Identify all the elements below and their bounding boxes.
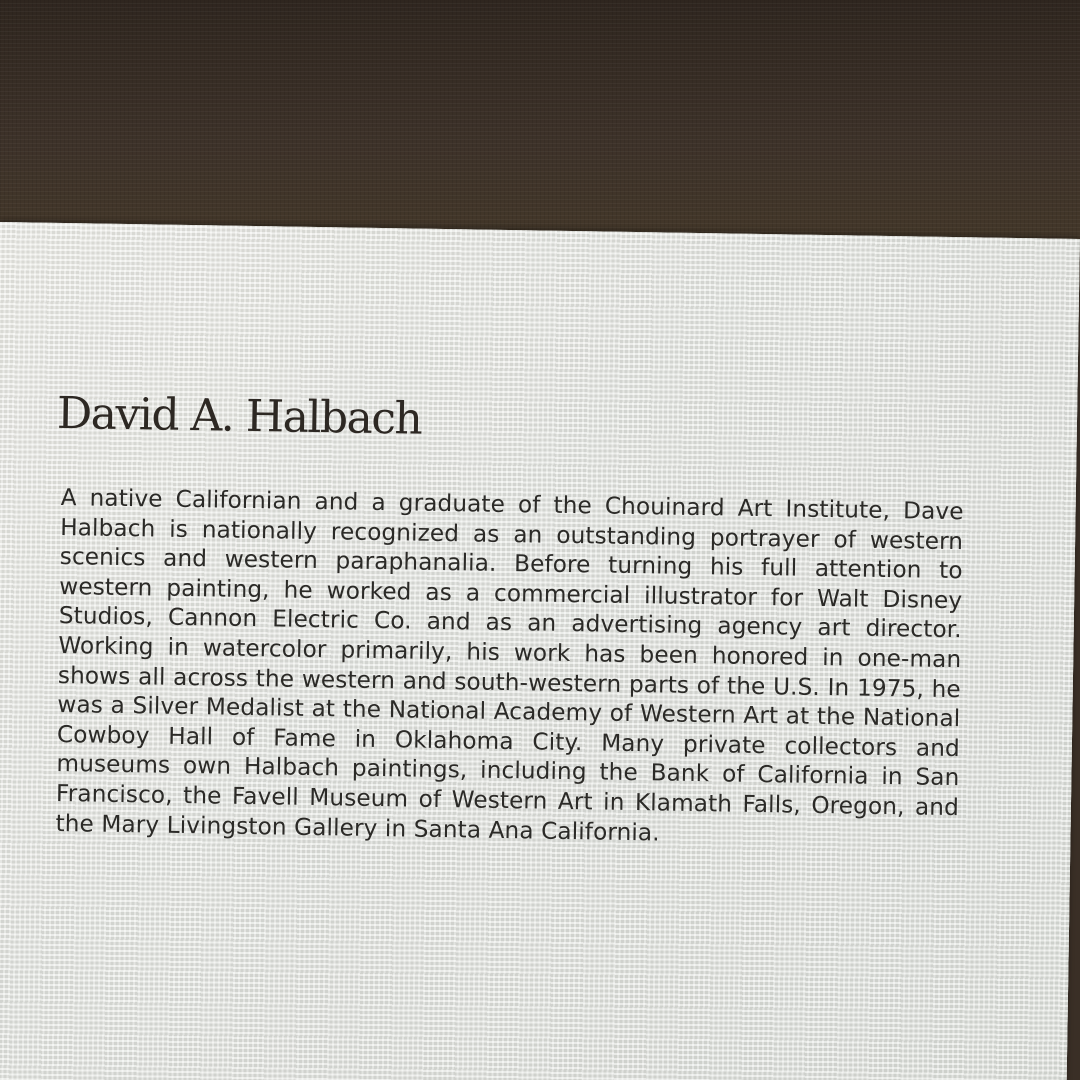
dark-backing-board [0,0,1080,240]
artist-name: David A. Halbach [56,387,422,445]
artist-biography: A native Californian and a graduate of the Chouinard Art Institute, Dave Halbach is nationally recognized as an outstanding portrayer of western scenics and western paraphanalia. Before turning his full attention to western painting, he worked as a commercial illustrator for Walt Disney Studios, Cannon Electric Co. and as an advertising agency art director. Working in watercolor primarily, his work has been honored in one-man shows all across the western and south-western parts of the U.S. In 1975, he was a Silver Medalist at the National Academy of Western Art at the National Cowboy Hall of Fame in Oklahoma City. Many private collectors and museums own Halbach paintings, including the Bank of California in San Francisco, the Favell Museum of Western Art in Klamath Falls, Oregon, and the Mary Livingston Gallery in Santa Ana California. [55,483,964,846]
artist-bio-card [0,222,1080,1080]
